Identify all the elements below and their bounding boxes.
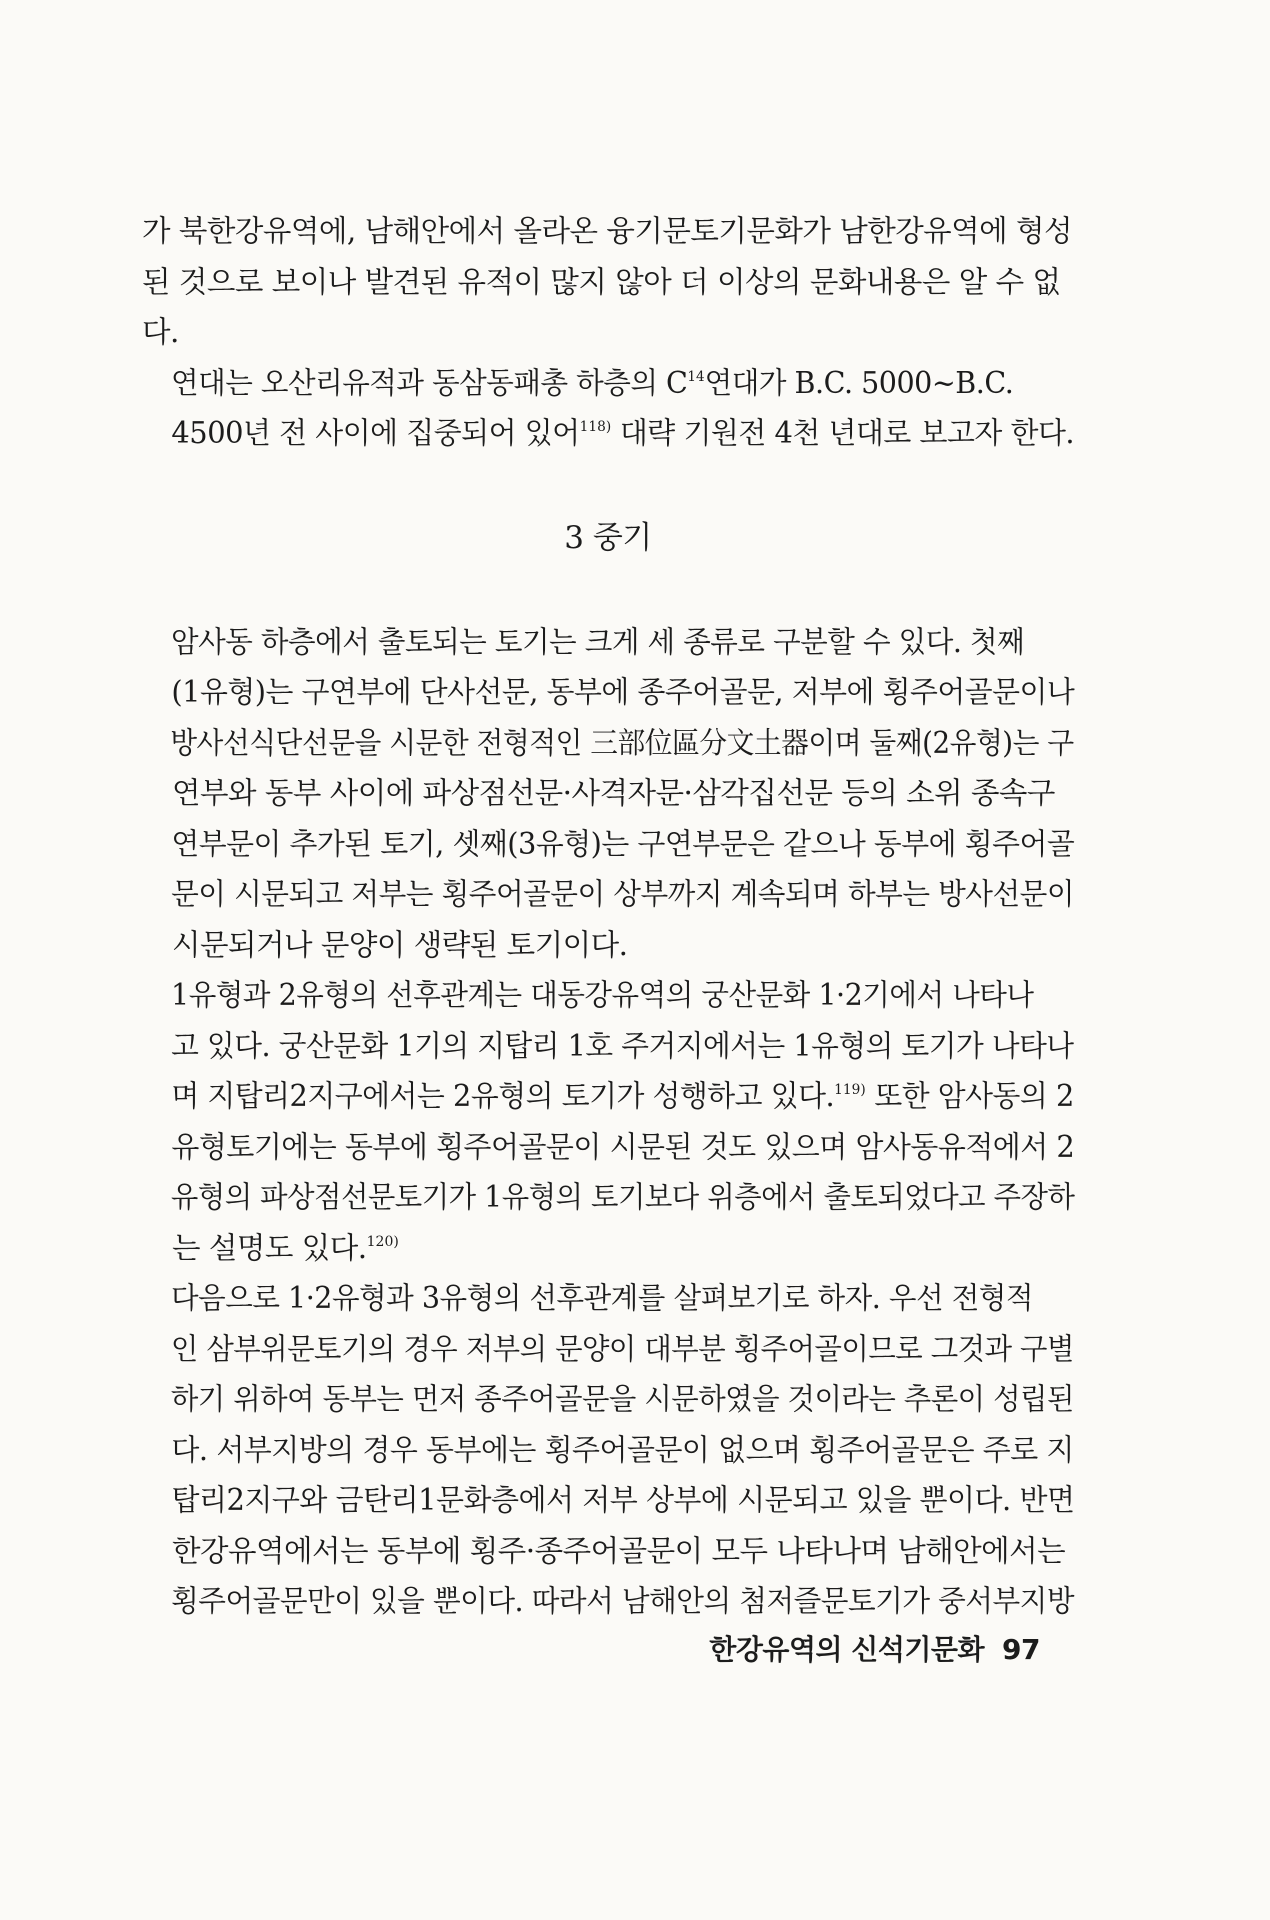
text-line: 인 삼부위문토기의 경우 저부의 문양이 대부분 횡주어골이므로 그것과 구별 bbox=[170, 1331, 1074, 1366]
text-line: 탑리2지구와 금탄리1문화층에서 저부 상부에 시문되고 있을 뿐이다. 반면 bbox=[171, 1483, 1075, 1517]
text-line: 방사선식단선문을 시문한 전형적인 三部位區分文土器이며 둘째(2유형)는 구 bbox=[170, 725, 1074, 760]
c14-superscript: 14 bbox=[687, 368, 705, 385]
footnote-ref-118: 118) bbox=[579, 419, 612, 435]
text-line: 는 설명도 있다.$^{120)}$ bbox=[172, 1230, 399, 1265]
text-line: 된 것으로 보이나 발견된 유적이 많지 않아 더 이상의 문화내용은 알 수 없 bbox=[142, 264, 1061, 299]
text-line: (1유형)는 구연부에 단사선문, 동부에 종주어골문, 저부에 횡주어골문이나 bbox=[171, 675, 1075, 709]
text-line: 유형의 파상점선문토기가 1유형의 토기보다 위층에서 출토되었다고 주장하 bbox=[170, 1180, 1075, 1214]
text-line: 다음으로 1·2유형과 3유형의 선후관계를 살펴보기로 하자. 우선 전형적 bbox=[171, 1281, 1033, 1315]
text-line: 며 지탑리2지구에서는 2유형의 토기가 성행하고 있다.$^{119)}$ 또한 암사동의 2 bbox=[171, 1079, 1074, 1113]
section-heading: 3 중기 bbox=[564, 519, 652, 556]
text-line: 연대는 오산리유적과 동삼동패총 하층의 $C^{14}$연대가 B.C. 5000~B.C. bbox=[171, 365, 1014, 400]
body-text bbox=[142, 206, 1074, 1627]
running-title: 한강유역의 신석기문화 bbox=[709, 1633, 985, 1666]
text-line: 암사동 하층에서 출토되는 토기는 크게 세 종류로 구분할 수 있다. 첫째 bbox=[171, 624, 1025, 659]
text-line: 문이 시문되고 저부는 횡주어골문이 상부까지 계속되며 하부는 방사선문이 bbox=[171, 877, 1075, 911]
text-line: 연부와 동부 사이에 파상점선문·사격자문·삼각집선문 등의 소위 종속구 bbox=[172, 776, 1055, 810]
text-line: 다. bbox=[142, 315, 179, 349]
paragraph-sequence-3 bbox=[142, 1273, 1074, 1627]
text-line: 한강유역에서는 동부에 횡주·종주어골문이 모두 나타나며 남해안에서는 bbox=[172, 1533, 1066, 1568]
text-line: 4500년 전 사이에 집중되어 있어$^{118)}$ 대략 기원전 4천 년대로 보고자 한다. bbox=[171, 416, 1075, 450]
text-line: 하기 위하여 동부는 먼저 종주어골문을 시문하였을 것이라는 추론이 성립된 bbox=[170, 1382, 1074, 1416]
paragraph-continuation bbox=[142, 206, 1074, 358]
footnote-ref-119: 119) bbox=[834, 1082, 866, 1098]
paragraph-sequence-1-2 bbox=[142, 970, 1074, 1273]
text-line: 연부문이 추가된 토기, 셋째(3유형)는 구연부문은 같으나 동부에 횡주어골 bbox=[171, 826, 1075, 861]
text-line: 1유형과 2유형의 선후관계는 대동강유역의 궁산문화 1·2기에서 나타나 bbox=[171, 978, 1034, 1012]
text-line: 횡주어골문만이 있을 뿐이다. 따라서 남해안의 첨저즐문토기가 중서부지방 bbox=[171, 1584, 1075, 1618]
text-line: 유형토기에는 동부에 횡주어골문이 시문된 것도 있으며 암사동유적에서 2 bbox=[171, 1129, 1075, 1164]
page-footer bbox=[700, 1628, 1040, 1668]
text-line: 고 있다. 궁산문화 1기의 지탑리 1호 주거지에서는 1유형의 토기가 나타나 bbox=[171, 1028, 1074, 1063]
text-line: 다. 서부지방의 경우 동부에는 횡주어골문이 없으며 횡주어골문은 주로 지 bbox=[171, 1432, 1074, 1467]
text-line: 가 북한강유역에, 남해안에서 올라온 융기문토기문화가 남한강유역에 형성 bbox=[142, 214, 1073, 248]
paragraph-dating bbox=[142, 358, 1074, 459]
text-line: 시문되거나 문양이 생략된 토기이다. bbox=[172, 927, 628, 962]
paragraph-pottery-types bbox=[142, 617, 1074, 971]
footnote-ref-120: 120) bbox=[366, 1233, 399, 1250]
page-number: 97 bbox=[1002, 1633, 1040, 1666]
